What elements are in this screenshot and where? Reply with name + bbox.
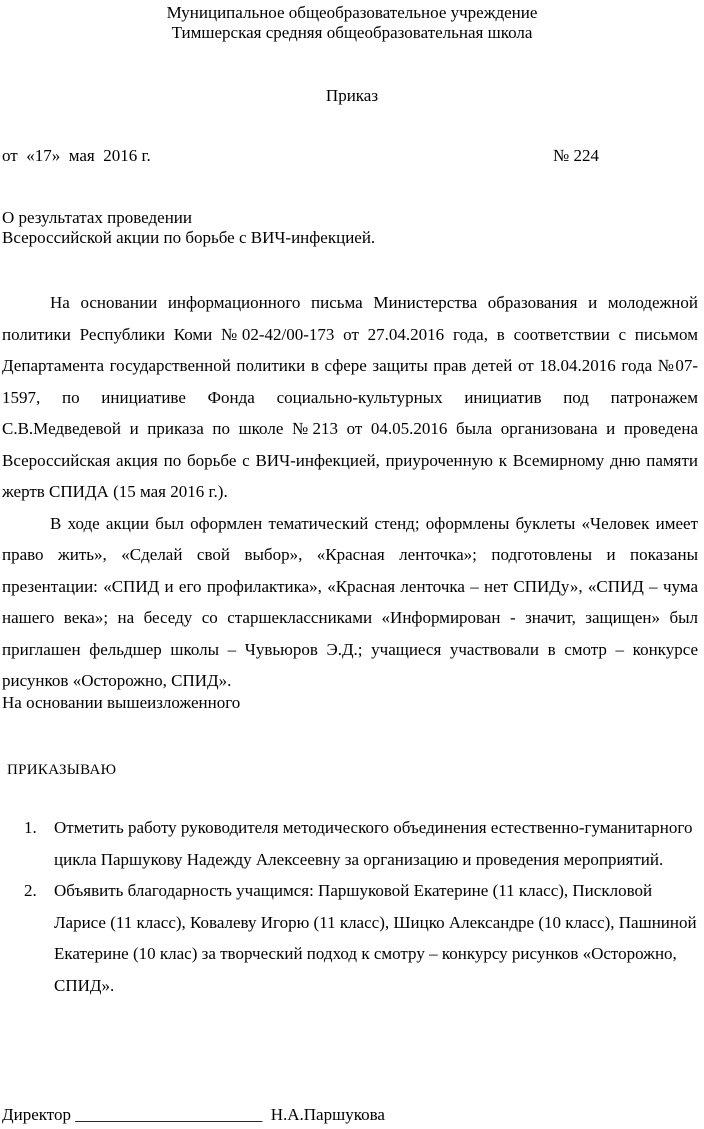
order-body <box>2 287 698 697</box>
subject-line-1: О результатах проведении <box>2 208 192 227</box>
order-item <box>0 875 700 1001</box>
order-subject <box>2 208 375 248</box>
order-item <box>0 812 700 875</box>
order-item-number: 1. <box>24 818 37 837</box>
order-item-number: 2. <box>24 881 37 900</box>
order-number: № 224 <box>553 146 599 165</box>
subject-line-2: Всероссийской акции по борьбе с ВИЧ-инфекцией. <box>2 228 376 247</box>
document-title: Приказ <box>325 86 379 105</box>
header-line-school: Тимшерская средняя общеобразовательная школа <box>171 23 533 42</box>
body-paragraph-1: На основании информационного письма Министерства образования и молодежной политики Республики Коми №02-42/00-173 от 27.04.2016 года, в соответствии с письмом Департамента государственной политики в сфере защиты прав детей от 18.04.2016 года №07-1597, по инициативе Фонда социально-культурных инициатив под патронажем С.В.Медведевой и приказа по школе №213 от 04.05.2016 была организована и проведена Всероссийская акция по борьбе с ВИЧ-инфекцией, приуроченную к Всемирному дню памяти жертв СПИДА (15 мая 2016 г.). <box>2 293 698 501</box>
director-signature-line: Директор ______________________ Н.А.Паршукова <box>2 1105 385 1124</box>
school-header <box>0 3 704 43</box>
orders-list <box>0 812 700 1001</box>
orders-heading: ПРИКАЗЫВАЮ <box>7 762 117 778</box>
order-item-text: Отметить работу руководителя методического объединения естественно-гуманитарного цикла Паршукову Надежду Алексеевну за организацию и проведения мероприятий. <box>54 818 693 869</box>
body-paragraph-2: В ходе акции был оформлен тематический стенд; оформлены буклеты «Человек имеет право жить», «Сделай свой выбор», «Красная ленточка»; подготовлены и показаны презентации: «СПИД и его профилактика», «Красная ленточка – нет СПИДу», «СПИД – чума нашего века»; на беседу со старшеклассниками «Информирован - значит, защищен» был приглашен фельдшер школы – Чувьюров Э.Д.; учащиеся участвовали в смотр – конкурсе рисунков «Осторожно, СПИД». <box>2 513 698 690</box>
order-item-text: Объявить благодарность учащимся: Паршуковой Екатерине (11 класс), Пискловой Ларисе (11 класс), Ковалеву Игорю (11 класс), Шицко Александре (10 класс), Пашниной Екатерине (10 клас) за творческий подход к смотру – конкурсу рисунков «Осторожно, СПИД». <box>54 881 697 995</box>
header-line-institution: Муниципальное общеобразовательное учреждение <box>166 3 538 22</box>
basis-line: На основании вышеизложенного <box>2 693 241 712</box>
order-date: от «17» мая 2016 г. <box>2 146 151 165</box>
